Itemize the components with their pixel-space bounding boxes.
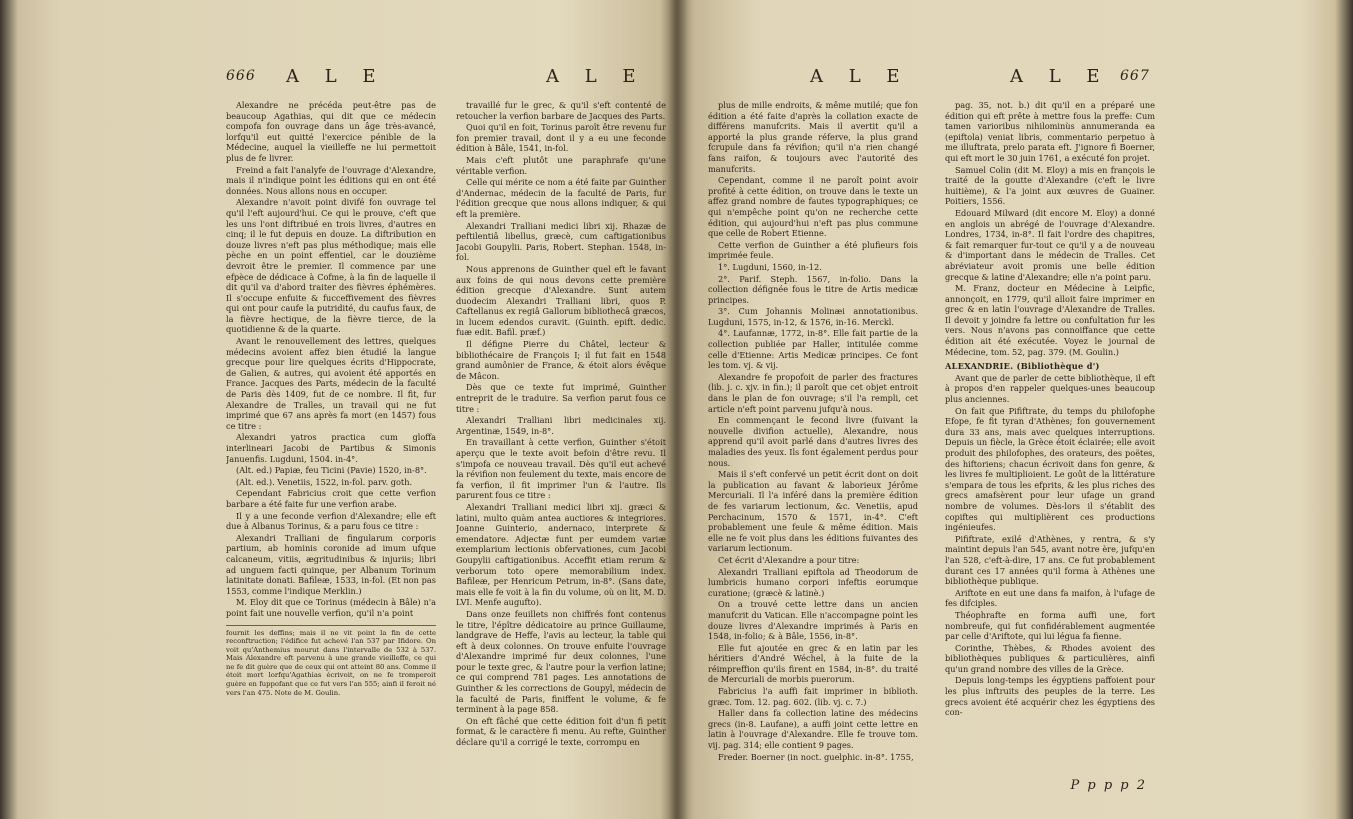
paragraph: (Alt. ed.) Papiæ, feu Ticini (Pavie) 1520, in-8°. xyxy=(236,465,427,476)
right-column-1 xyxy=(708,100,918,800)
paragraph: On a trouvé cette lettre dans un ancien manufcrit du Vatican. Elle n'accompagne point les douze livres d'Alexandre imprimés à Paris en 1548, in-folio; & à Bâle, 1556, in-8°. xyxy=(708,599,918,642)
paragraph: Dès que ce texte fut imprimé, Guinther entreprit de le traduire. Sa verfion parut fous ce titre : xyxy=(456,382,666,414)
paragraph: Mais il s'eft confervé un petit écrit dont on doit la publication au favant & laborieux Jérôme Mercuriali. Il l'a inféré dans la première édition de fes variarum lectionum, &c. Venetiis, apud Perchacinum, 1570 & 1571, in-4°. C'eft probablement une feule & même édition. Mais elle ne fe voit plus dans les éditions fuivantes des variarum lectionum. xyxy=(708,469,918,554)
paragraph: Mais c'eft plutôt une paraphrafe qu'une véritable verfion. xyxy=(456,154,666,176)
paragraph: Il y a une feconde verfion d'Alexandre; elle eft due à Albanus Torinus, & a paru fous ce titre : xyxy=(226,510,436,532)
paragraph: Alexandri Tralliani epiftola ad Theodorum de lumbricis humano corpori infeftis eorumque curatione; (græcè & latinè.) xyxy=(708,566,918,598)
paragraph: Avant que de parler de cette bibliothèque, il eft à propos d'en rappeler quelques-unes beaucoup plus anciennes. xyxy=(945,372,1155,405)
paragraph: ALEXANDRIE. (Bibliothèque d') xyxy=(945,361,1100,372)
running-head: A L E xyxy=(810,66,910,87)
paragraph: Alexandre n'avoit point divifé fon ouvrage tel qu'il l'eft aujourd'hui. Ce qui le prouve, c'eft que les uns l'ont diftribué en trois livres, d'autres en cinq; il le fut depuis en douze. La diftribution en douze livres n'eft pas plus méthodique; mais elle pèche en un point effentiel, car le douzième devroit être le premier. Il commence par une efpèce de dédicace à Cofme, à la fin de laquelle il dit qu'il va d'abord traiter des fièvres éphémères. Il s'occupe enfuite & fucceffivement des fièvres qui ont pour caufe la putridité, du caufus faux, de la fièvre hectique, de la fièvre tierce, de la quotidienne & de la quarte. xyxy=(226,197,436,335)
right-column-2 xyxy=(945,100,1155,800)
paragraph: 4°. Laufannæ, 1772, in-8°. Elle fait partie de la collection publiée par Haller, intitulée comme celle d'Etienne: Artis Medicæ principes. Ce font les tom. vj. & vij. xyxy=(708,328,918,371)
paragraph: plus de mille endroits, & même mutilé; que fon édition a été faite d'après la collation exacte de différens manufcrits. Mais il avertit qu'il a apporté la plus grande réferve, la plus grand fcrupule dans fa révifion; qu'il n'a rien changé fans raifon, & toujours avec l'autorité des manufcrits. xyxy=(708,100,918,174)
paragraph: Celle qui mérite ce nom a été faite par Guinther d'Andernac, médecin de la faculté de Paris, fur l'édition grecque que nous allons indiquer, & qui eft la première. xyxy=(456,177,666,219)
paragraph: pag. 35, not. b.) dit qu'il en a préparé une édition qui eft prête à mettre fous la preffe: Cum tamen varioribus nihilominùs annumeranda ea (epiftola) veniat libris, commentario perpetuo à me illuftrata, prelo parata eft. J'ignore fi Boerner, qui eft mort le 30 juin 1761, a exécuté fon projet. xyxy=(945,100,1155,163)
paragraph: M. Eloy dit que ce Torinus (médecin à Bâle) n'a point fait une nouvelle verfion, qu'il n'a point xyxy=(226,597,436,618)
paragraph: Alexandri Tralliani medici libri xij. græci & latini, multo quàm antea auctiores & integriores. Joanne Guinterio, andernaco, interprete & emendatore. Adjectæ funt per eumdem variæ exemplarium lectionis obfervationes, cum Jacobi Goupylii caftigationibus. Acceffit etiam rerum & verborum toto opere memorabilium index. Bafileæ, per Henricum Petrum, in-8°. (Sans date, mais elle fe voit à la fin du volume, où on lit, M. D. LVI. Menfe augufto). xyxy=(456,501,666,608)
left-column-2 xyxy=(456,100,666,800)
paragraph: 3°. Cum Johannis Molinæi annotationibus. Lugduni, 1575, in-12, & 1576, in-16. Merckl. xyxy=(708,306,918,327)
paragraph: Ariftote en eut une dans fa maifon, à l'ufage de fes difciples. xyxy=(945,587,1155,609)
paragraph: (Alt. ed.). Venetiis, 1522, in-fol. parv. goth. xyxy=(236,476,413,487)
paragraph: Freind a fait l'analyfe de l'ouvrage d'Alexandre, mais il n'indique point les éditions qui en ont été données. Nous allons nous en occuper. xyxy=(226,164,436,196)
paragraph: travaillé fur le grec, & qu'il s'eft contenté de retoucher la verfion barbare de Jacques des Parts. xyxy=(456,100,666,121)
paragraph: Alexandri Tralliani libri medicinales xij. Argentinæ, 1549, in-8°. xyxy=(456,415,666,436)
paragraph: Il défigne Pierre du Châtel, lecteur & bibliothécaire de François I; il fut fait en 1548 grand aumônier de France, & étoit alors évêque de Mâcon. xyxy=(456,339,666,381)
paragraph: Alexandri Tralliani medici libri xij. Rhazæ de peftilentiâ libellus, græcè, cum caftigationibus Jacobi Goupylii. Paris, Robert. Stephan. 1548, in-fol. xyxy=(456,220,666,263)
left-page-header xyxy=(216,60,678,86)
paragraph: Cependant Fabricius croit que cette verfion barbare a été faite fur une verfion arabe. xyxy=(226,488,436,509)
paragraph: Alexandre ne précéda peut-être pas de beaucoup Agathias, qui dit que ce médecin compofa fon ouvrage dans un âge très-avancé, lorfqu'il eut quitté l'exercice pénible de la Médecine, auquel la vieilleffe ne lui permettoit plus de fe livrer. xyxy=(226,100,436,163)
paragraph: Théophrafte en forma auffi une, fort nombreufe, qui fut confidérablement augmentée par celle d'Ariftote, qui lui légua fa fienne. xyxy=(945,609,1155,642)
paragraph: Avant le renouvellement des lettres, quelques médecins avoient affez bien étudié la langue grecque pour lire quelques écrits d'Hippocrate, de Galien, & autres, qui avoient été apportés en France. Jacques des Parts, médecin de la faculté de Paris dès 1409, fut de ce nombre. Il fit, fur Alexandre de Tralles, un travail qui ne fut imprimé que 67 ans après fa mort (en 1457) fous ce titre : xyxy=(226,336,436,431)
right-page-header xyxy=(700,60,1170,86)
left-column-1 xyxy=(226,100,436,800)
paragraph: Edouard Milward (dit encore M. Eloy) a donné en anglois un abrégé de l'ouvrage d'Alexandre. Londres, 1734, in-8°. Il fait l'ordre des chapitres, & fait remarquer fur-tout ce qu'il y a de nouveau & d'important dans le médecin de Tralles. Cet abréviateur avoit promis une belle édition grecque & latine d'Alexandre; elle n'a point paru. xyxy=(945,207,1155,282)
footnote: fournit les deffins; mais il ne vit point la fin de cette reconftruction; l'édifice fut achevé l'an 537 par Ifidore. On voit qu'Anthemius mourut dans l'intervalle de 532 à 537. Mais Alexandre eft parvenu à une grande vieilleffe, ce qui ne fe dit guère que de ceux qui ont atteint 80 ans. Comme il étoit mort lorfqu'Agathias écrivoit, on ne fe tromperoit guère en fuppofant que ce fut vers l'an 555; ainfi il feroit né vers l'an 475. Note de M. Goulin. xyxy=(226,625,436,698)
running-head: A L E xyxy=(1010,66,1110,87)
paragraph: Alexandre fe propofoit de parler des fractures (lib. j. c. xjv. in fin.); il paroît que cet objet entroit dans le plan de fon ouvrage; s'il l'a rempli, cet article n'eft point parvenu jufqu'à nous. xyxy=(708,371,918,414)
paragraph: Pififtrate, exilé d'Athènes, y rentra, & s'y maintint depuis l'an 545, avant notre ère, jufqu'en l'an 528, c'eft-à-dire, 17 ans. Ce fut probablement durant ces 17 années qu'il forma à Athènes une bibliothèque publique. xyxy=(945,533,1155,587)
paragraph: On fait que Pififtrate, du temps du philofophe Efope, fe fit tyran d'Athènes; fon gouvernement dura 33 ans, mais avec quelques interruptions. Depuis un fiècle, la Grèce étoit éclairée; elle avoit produit des philofophes, des orateurs, des poëtes, des hiftoriens; chacun écrivoit dans fon genre, & les livres fe multiplioient. Le goût de la littérature s'empara de tous les efprits, & les plus riches des grecs amafsèrent pour leur ufage un grand nombre de volumes. Dès-lors il s'établit des copiftes qui multiplièrent ces productions ingénieufes. xyxy=(945,405,1155,533)
paragraph: Cet écrit d'Alexandre a pour titre: xyxy=(718,554,860,565)
paragraph: En commençant le fecond livre (fuivant la nouvelle divifion actuelle), Alexandre, nous apprend qu'il avoit parlé dans d'autres livres des maladies des yeux. Ils font également perdus pour nous. xyxy=(708,415,918,468)
paragraph: Freder. Boerner (in noct. guelphic. in-8°. 1755, xyxy=(718,751,914,762)
signature-mark: P p p p 2 xyxy=(1070,778,1147,794)
left-page xyxy=(216,0,678,819)
paragraph: Nous apprenons de Guinther quel eft le favant aux foins de qui nous devons cette première édition grecque d'Alexandre. Sunt autem duodecim Alexandri Tralliani libri, quos P. Caftellanus ex regiâ Gallorum bibliothecâ græcos, in lucem edendos curavit. (Guinth. epift. dedic. fuæ edit. Bafil. præf.) xyxy=(456,263,666,338)
paragraph: Dans onze feuillets non chiffrés font contenus le titre, l'épître dédicatoire au prince Guillaume, landgrave de Heffe, l'avis au lecteur, la table qui eft à deux colonnes. On trouve enfuite l'ouvrage d'Alexandre imprimé fur deux colonnes, l'une pour le texte grec, & l'autre pour la verfion latine; ce qui comprend 781 pages. Les annotations de Guinther & les corrections de Goupyl, médecin de la faculté de Paris, finiffent le volume, & fe terminent à la page 858. xyxy=(456,608,666,715)
paragraph: M. Franz, docteur en Médecine à Leipfic, annonçoit, en 1779, qu'il alloit faire imprimer en grec & en latin l'ouvrage d'Alexandre de Tralles. Il devoit y joindre fa lettre ou confultation fur les vers. Nous n'avons pas connoiffance que cette édition ait été exécutée. Voyez le journal de Médecine, tom. 52, pag. 379. (M. Goulin.) xyxy=(945,283,1155,357)
paragraph: En travaillant à cette verfion, Guinther s'étoit aperçu que le texte avoit befoin d'être revu. Il s'impofa ce nouveau travail. Dès qu'il eut achevé la révifion non feulement du texte, mais encore de fa verfion, il fit imprimer l'un & l'autre. Ils parurent fous ce titre : xyxy=(456,437,666,501)
paragraph: Alexandri yatros practica cum gloffa interlineari Jacobi de Partibus & Simonis Januenfis. Lugduni, 1504. in-4°. xyxy=(226,432,436,464)
paragraph: On eft fâché que cette édition foit d'un fi petit format, & le caractère fi menu. Au refte, Guinther déclare qu'il a corrigé le texte, corrompu en xyxy=(456,715,666,748)
right-page xyxy=(700,0,1170,819)
paragraph: Corinthe, Thèbes, & Rhodes avoient des bibliothèques publiques & particulières, ainfi qu'un grand nombre des villes de la Grèce. xyxy=(945,642,1155,674)
paragraph: Alexandri Tralliani de fingularum corporis partium, ab hominis coronide ad imum ufque calcaneum, vitiis, ægritudinibus & injuriis; libri ad unguem facti quinque, per Albanum Torinum latinitate donati. Bafileæ, 1533, in-fol. (Et non pas 1553, comme l'indique Merklin.) xyxy=(226,532,436,596)
paragraph: Cette verfion de Guinther a été plufieurs fois imprimée feule. xyxy=(708,239,918,261)
page-number: 666 xyxy=(226,68,256,84)
paragraph: Haller dans fa collection latine des médecins grecs (in-8. Laufane), a auffi joint cette lettre en latin à l'ouvrage d'Alexandre. Elle fe trouve tom. vij. pag. 314; elle contient 9 pages. xyxy=(708,708,918,751)
paragraph: 1°. Lugduni, 1560, in-12. xyxy=(718,261,822,272)
paragraph: Fabricius l'a auffi fait imprimer in biblioth. græc. Tom. 12. pag. 602. (lib. vj. c. 7.) xyxy=(708,686,918,707)
paragraph: Depuis long-temps les égyptiens paffoient pour les plus inftruits des peuples de la terre. Les grecs avoient été acquérir chez les égyptiens des con- xyxy=(945,675,1155,718)
paragraph: Elle fut ajoutée en grec & en latin par les héritiers d'André Wéchel, à la fuite de la réimpreffion qu'ils firent en 1584, in-8°. du traité de Mercuriali de morbis puerorum. xyxy=(708,642,918,685)
paragraph: Cependant, comme il ne paroît point avoir profité à cette édition, on trouve dans le texte un affez grand nombre de fautes typographiques; ce qui n'empêche point qu'on ne recherche cette édition, qui aujourd'hui n'eft pas plus commune que celle de Robert Etienne. xyxy=(708,175,918,239)
paragraph: Quoi qu'il en foit, Torinus paroît être revenu fur fon premier travail, dont il y a eu une feconde édition à Bâle, 1541, in-fol. xyxy=(456,122,666,154)
paragraph: Samuel Colin (dit M. Eloy) a mis en françois le traité de la goutte d'Alexandre (c'eft le livre huitième), & l'a joint aux œuvres de Guainer. Poitiers, 1556. xyxy=(945,164,1155,207)
page-number: 667 xyxy=(1120,68,1150,84)
running-head: A L E xyxy=(546,66,646,87)
running-head: A L E xyxy=(286,66,386,87)
paragraph: 2°. Parif. Steph. 1567, in-folio. Dans la collection défignée fous le titre de Artis medicæ principes. xyxy=(708,273,918,305)
